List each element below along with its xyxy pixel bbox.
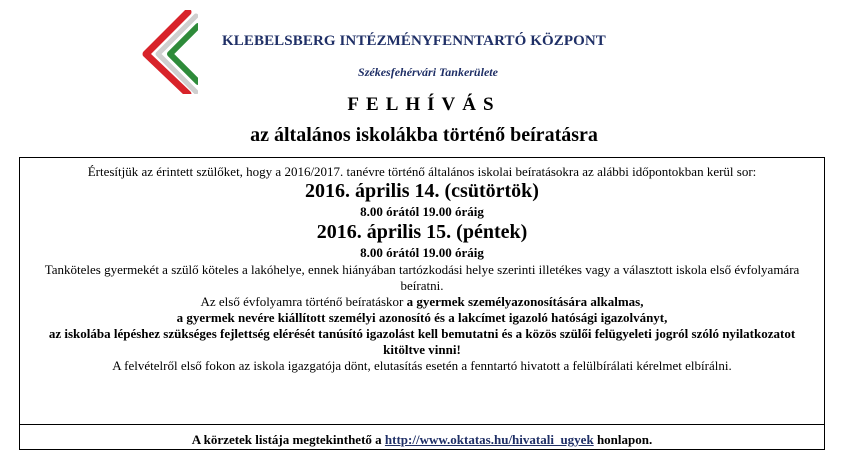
page-subtitle: az általános iskolákba történő beíratásra	[250, 124, 598, 146]
box-divider	[20, 424, 824, 425]
klik-logo-icon	[136, 10, 198, 94]
notice-box	[19, 157, 825, 450]
footer-suffix: honlapon.	[593, 432, 653, 447]
intro-text: Értesítjük az érintett szülőket, hogy a 2016/2017. tanévre történő általános iskolai beíratásokra az alábbi időpontokban kerül sor:	[87, 164, 757, 179]
time-1: 8.00 órától 19.00 óráig	[360, 204, 484, 219]
footer-prefix: A körzetek listája megtekinthető a	[191, 432, 385, 447]
decision-text: A felvételről első fokon az iskola igazgatója dönt, elutasítás esetén a fenntartó hivatott a felülbírálati kérelmet elbírálni.	[112, 358, 732, 373]
districts-link[interactable]: http://www.oktatas.hu/hivatali_ugyek	[384, 432, 594, 447]
date-2: 2016. április 15. (péntek)	[316, 221, 528, 243]
footer-text	[20, 432, 824, 448]
date-1: 2016. április 14. (csütörtök)	[305, 180, 539, 202]
requirements-line-2: a gyermek nevére kiállított személyi azonosító és a lakcímet igazoló hatósági igazolványt,	[176, 310, 668, 325]
organization-name: KLEBELSBERG INTÉZMÉNYFENNTARTÓ KÖZPONT	[222, 33, 606, 49]
obligation-text: Tanköteles gyermekét a szülő köteles a lakóhelye, ennek hiányában tartózkodási helye szerinti illetékes vagy a választott iskola első évfolyamára beíratni.	[44, 262, 800, 293]
time-2: 8.00 órától 19.00 óráig	[360, 245, 484, 260]
requirements-line-3: az iskolába lépéshez szükséges fejlettség elérését tanúsító igazolást kell bemutatni és a közös szülői felügyeleti jogról szóló nyilatkozatot kitöltve vinni!	[48, 326, 796, 357]
requirements-id: a gyermek személyazonosítására alkalmas,	[406, 294, 644, 309]
page-title: FELHÍVÁS	[347, 94, 501, 115]
notice-content	[28, 164, 816, 374]
requirements-intro: Az első évfolyamra történő beíratáskor	[200, 294, 407, 309]
district-name: Székesfehérvári Tankerülete	[358, 65, 498, 79]
requirements-line-1	[28, 294, 816, 310]
